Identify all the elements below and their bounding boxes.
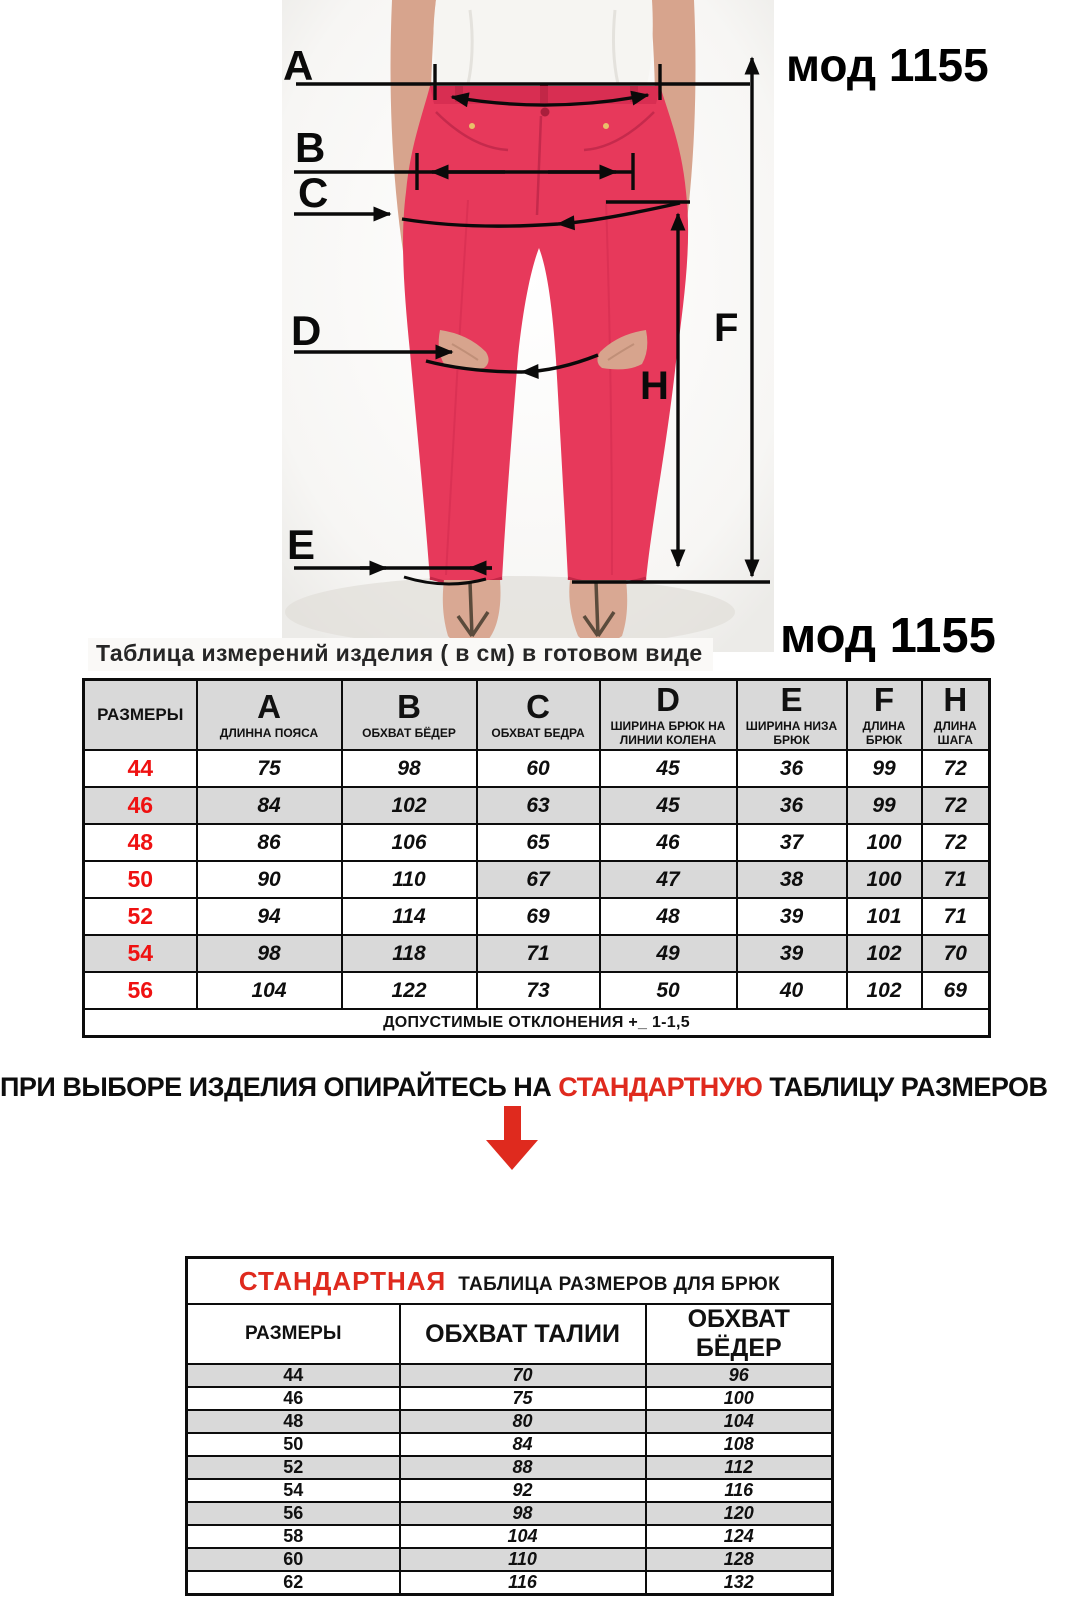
column-letter: H (943, 680, 968, 718)
standard-row-size-46 (187, 1387, 833, 1410)
measure-value: 40 (737, 972, 847, 1009)
measure-value: 98 (197, 935, 342, 972)
measure-value: 47 (600, 861, 737, 898)
waist-value: 84 (400, 1433, 646, 1456)
measure-value: 72 (922, 824, 990, 861)
measure-value: 101 (847, 898, 922, 935)
measure-value: 63 (477, 787, 600, 824)
measure-value: 67 (477, 861, 600, 898)
hips-value: 104 (646, 1410, 833, 1433)
measure-value: 39 (737, 898, 847, 935)
standard-row-size-58 (187, 1525, 833, 1548)
waist-value: 116 (400, 1571, 646, 1595)
table-row-size-54 (84, 935, 990, 972)
measure-value: 48 (600, 898, 737, 935)
column-name: ДЛИННА ПОЯСА (219, 725, 319, 740)
measure-value: 102 (342, 787, 477, 824)
column-letter: C (526, 687, 550, 725)
measure-value: 65 (477, 824, 600, 861)
tolerance-note: ДОПУСТИМЫЕ ОТКЛОНЕНИЯ +_ 1-1,5 (84, 1009, 990, 1037)
measure-value: 70 (922, 935, 990, 972)
size-value: 52 (84, 898, 197, 935)
size-value: 50 (84, 861, 197, 898)
measure-value: 71 (922, 861, 990, 898)
pants-measurement-diagram (0, 0, 1066, 652)
size-value: 48 (84, 824, 197, 861)
measure-value: 102 (847, 935, 922, 972)
hips-value: 124 (646, 1525, 833, 1548)
measure-value: 114 (342, 898, 477, 935)
table-row-size-44 (84, 750, 990, 787)
button (541, 108, 550, 117)
standard-column-header-2: ОБХВАТ БЁДЕР (646, 1304, 833, 1364)
measure-label-h: H (640, 364, 669, 408)
column-letter: D (656, 680, 680, 718)
measure-value: 72 (922, 787, 990, 824)
measure-table-header-row (84, 680, 990, 751)
advice-note-text: ПРИ ВЫБОРЕ ИЗДЕЛИЯ ОПИРАЙТЕСЬ НА (0, 1072, 559, 1102)
standard-size-value: 62 (187, 1571, 400, 1595)
measure-value: 94 (197, 898, 342, 935)
waist-value: 104 (400, 1525, 646, 1548)
measure-value: 37 (737, 824, 847, 861)
hips-value: 108 (646, 1433, 833, 1456)
measure-value: 86 (197, 824, 342, 861)
column-letter: B (397, 687, 421, 725)
size-value: 56 (84, 972, 197, 1009)
column-name: ОБХВАТ БЕДРА (491, 725, 585, 740)
standard-table-title-row (187, 1258, 833, 1305)
standard-row-size-52 (187, 1456, 833, 1479)
measure-value: 104 (197, 972, 342, 1009)
waist-value: 110 (400, 1548, 646, 1571)
measure-value: 110 (342, 861, 477, 898)
size-value: 46 (84, 787, 197, 824)
standard-row-size-54 (187, 1479, 833, 1502)
size-value: 54 (84, 935, 197, 972)
white-top (433, 0, 652, 88)
down-arrow-head (486, 1140, 538, 1170)
measure-value: 99 (847, 787, 922, 824)
waist-value: 92 (400, 1479, 646, 1502)
measure-value: 84 (197, 787, 342, 824)
standard-size-value: 52 (187, 1456, 400, 1479)
measure-table-title: Таблица измерений изделия ( в см) в готовом виде (88, 638, 713, 671)
standard-table-title-rest: ТАБЛИЦА РАЗМЕРОВ ДЛЯ БРЮК (458, 1273, 781, 1295)
measure-column-header-f (847, 680, 922, 751)
column-letter: A (257, 687, 281, 725)
standard-table-title-highlight: СТАНДАРТНАЯ (238, 1265, 447, 1296)
standard-size-table (185, 1256, 834, 1596)
measure-value: 122 (342, 972, 477, 1009)
size-column-header: РАЗМЕРЫ (84, 680, 197, 751)
table-row-size-56 (84, 972, 990, 1009)
standard-row-size-48 (187, 1410, 833, 1433)
advice-note-tail: ТАБЛИЦУ РАЗМЕРОВ (762, 1072, 1048, 1102)
measure-label-f: F (714, 306, 739, 350)
measure-value: 36 (737, 787, 847, 824)
measure-label-a: A (283, 42, 314, 89)
standard-row-size-60 (187, 1548, 833, 1571)
waist-value: 80 (400, 1410, 646, 1433)
measure-value: 71 (922, 898, 990, 935)
column-name: ДЛИНА БРЮК (862, 718, 906, 747)
measure-value: 45 (600, 787, 737, 824)
table-row-size-46 (84, 787, 990, 824)
measure-value: 45 (600, 750, 737, 787)
column-name: ДЛИНА ШАГА (933, 718, 977, 747)
size-value: 44 (84, 750, 197, 787)
standard-size-value: 54 (187, 1479, 400, 1502)
measure-value: 60 (477, 750, 600, 787)
advice-note-highlight: СТАНДАРТНУЮ (558, 1072, 763, 1102)
hips-value: 116 (646, 1479, 833, 1502)
measure-value: 99 (847, 750, 922, 787)
measure-value: 72 (922, 750, 990, 787)
waist-value: 98 (400, 1502, 646, 1525)
advice-note (0, 1072, 1048, 1103)
measure-label-c: C (298, 169, 329, 216)
table-row-size-50 (84, 861, 990, 898)
measure-value: 46 (600, 824, 737, 861)
table-row-size-48 (84, 824, 990, 861)
table-row-size-52 (84, 898, 990, 935)
standard-row-size-56 (187, 1502, 833, 1525)
column-letter: E (780, 680, 803, 718)
hips-value: 128 (646, 1548, 833, 1571)
measure-column-header-h (922, 680, 990, 751)
hips-value: 96 (646, 1364, 833, 1387)
column-letter: F (873, 680, 895, 718)
waist-value: 88 (400, 1456, 646, 1479)
column-name: ШИРИНА БРЮК НА ЛИНИИ КОЛЕНА (610, 718, 726, 747)
standard-column-header-0: РАЗМЕРЫ (187, 1304, 400, 1364)
measure-value: 69 (922, 972, 990, 1009)
waist-value: 75 (400, 1387, 646, 1410)
measure-column-header-e (737, 680, 847, 751)
measure-value: 71 (477, 935, 600, 972)
down-arrow-icon (504, 1106, 521, 1140)
standard-table-title (187, 1258, 833, 1305)
measure-value: 106 (342, 824, 477, 861)
measure-label-e: E (287, 521, 316, 568)
model-number-table: мод 1155 (780, 609, 996, 663)
measure-value: 73 (477, 972, 600, 1009)
hips-value: 100 (646, 1387, 833, 1410)
measure-value: 50 (600, 972, 737, 1009)
standard-size-value: 46 (187, 1387, 400, 1410)
measure-value: 100 (847, 861, 922, 898)
measure-value: 69 (477, 898, 600, 935)
measure-label-d: D (291, 307, 322, 354)
standard-size-value: 44 (187, 1364, 400, 1387)
tolerance-row (84, 1009, 990, 1037)
standard-column-header-1: ОБХВАТ ТАЛИИ (400, 1304, 646, 1364)
measure-value: 39 (737, 935, 847, 972)
measure-label-b: B (295, 124, 326, 171)
measure-value: 49 (600, 935, 737, 972)
column-name: ОБХВАТ БЁДЕР (362, 725, 456, 740)
measure-value: 118 (342, 935, 477, 972)
measure-column-header-d (600, 680, 737, 751)
measure-value: 90 (197, 861, 342, 898)
standard-row-size-44 (187, 1364, 833, 1387)
waist-value: 70 (400, 1364, 646, 1387)
measure-column-header-b (342, 680, 477, 751)
hips-value: 112 (646, 1456, 833, 1479)
measure-value: 102 (847, 972, 922, 1009)
model-number-top: мод 1155 (786, 39, 989, 91)
measure-value: 36 (737, 750, 847, 787)
measure-value: 98 (342, 750, 477, 787)
standard-size-value: 56 (187, 1502, 400, 1525)
standard-table-header-row (187, 1304, 833, 1364)
hips-value: 132 (646, 1571, 833, 1595)
hips-value: 120 (646, 1502, 833, 1525)
standard-size-value: 58 (187, 1525, 400, 1548)
measure-value: 100 (847, 824, 922, 861)
measure-column-header-c (477, 680, 600, 751)
column-name: ШИРИНА НИЗА БРЮК (745, 718, 838, 747)
standard-size-value: 48 (187, 1410, 400, 1433)
standard-row-size-50 (187, 1433, 833, 1456)
measure-value: 38 (737, 861, 847, 898)
measure-column-header-a (197, 680, 342, 751)
standard-size-value: 60 (187, 1548, 400, 1571)
measure-value: 75 (197, 750, 342, 787)
standard-row-size-62 (187, 1571, 833, 1595)
standard-size-value: 50 (187, 1433, 400, 1456)
garment-measure-table (82, 678, 991, 1038)
